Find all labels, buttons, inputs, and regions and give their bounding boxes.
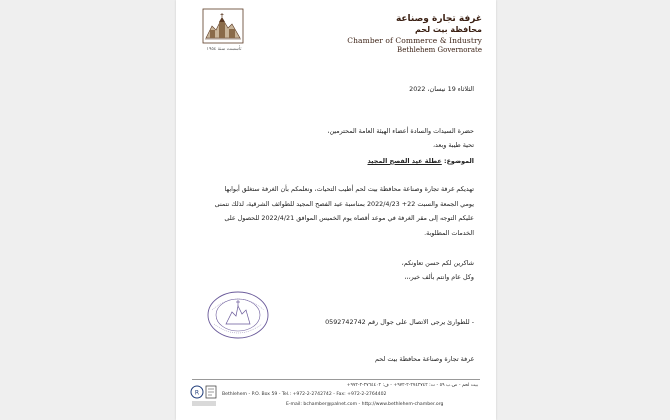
- thanks-line1: شاكرين لكم حسن تعاونكم،: [401, 259, 474, 267]
- svg-text:R: R: [194, 389, 200, 397]
- header-english-line2: Bethlehem Governorate: [397, 46, 482, 54]
- body-line4: الخدمات المطلوبة.: [424, 229, 474, 237]
- header-arabic-line1: غرفة تجارة وصناعة: [395, 14, 482, 24]
- certification-logos-icon: [190, 383, 218, 409]
- footer-email-website: E-mail: bchamber@palnet.com - http://www.bethlehem-chamber.org: [286, 402, 444, 407]
- body-line3: عليكم التوجه إلى مقر الغرفة في موعد أقصاه يوم الخميس الموافق 2022/4/21 للحصول على: [224, 214, 474, 222]
- thanks-line2: وكل عام وانتم بألف خير،،،: [404, 273, 474, 281]
- greeting-line2: تحية طيبة وبعد،: [432, 141, 474, 149]
- letter-date: الثلاثاء 19 نيسان، 2022: [409, 85, 474, 93]
- subject-label: الموضوع:: [444, 157, 474, 165]
- logo-caption: تأسست سنة ١٩٥٤: [206, 47, 242, 52]
- footer-divider: [192, 379, 480, 380]
- footer-arabic-address: بيت لحم - ص.ب ٥٩ - ت: ٢٧٤٢٧٤٢-٢-٩٧٢+ - ف: ٢٧٦٤٤٠٢-٢-٩٧٢+: [346, 383, 478, 388]
- greeting-line1: حضرة السيدات والسادة أعضاء الهيئة العامة المحترمين،: [327, 127, 474, 135]
- header-english-line1: Chamber of Commerce & Industry: [347, 36, 482, 45]
- subject-text: عطلة عيد الفصح المجيد: [367, 157, 442, 165]
- body-line2: يومي الجمعة والسبت 22+ 2022/4/23 بمناسبة عيد الفصح المجيد للطوائف الشرقية، لذلك نتمنى: [214, 200, 474, 208]
- emergency-contact: - للطوارئ يرجى الاتصال على جوال رقم 0592742742: [325, 318, 474, 326]
- subject-line: [367, 157, 474, 165]
- bethlehem-logo-icon: [202, 8, 244, 44]
- footer-english-address: Bethlehem - P.O. Box 59 - Tel.: +972-2-2742742 - Fax: +972-2-2764402: [222, 392, 387, 397]
- closing-signature: غرفة تجارة وصناعة محافظة بيت لحم: [375, 355, 474, 363]
- official-stamp-icon: [206, 290, 270, 340]
- body-line1: تهديكم غرفة تجارة وصناعة محافظة بيت لحم أطيب التحيات، ونعلمكم بأن الغرفة ستغلق أبوابها: [224, 185, 474, 193]
- letter-page: [176, 0, 496, 420]
- header-arabic-line2: محافظة بيت لحم: [415, 25, 482, 34]
